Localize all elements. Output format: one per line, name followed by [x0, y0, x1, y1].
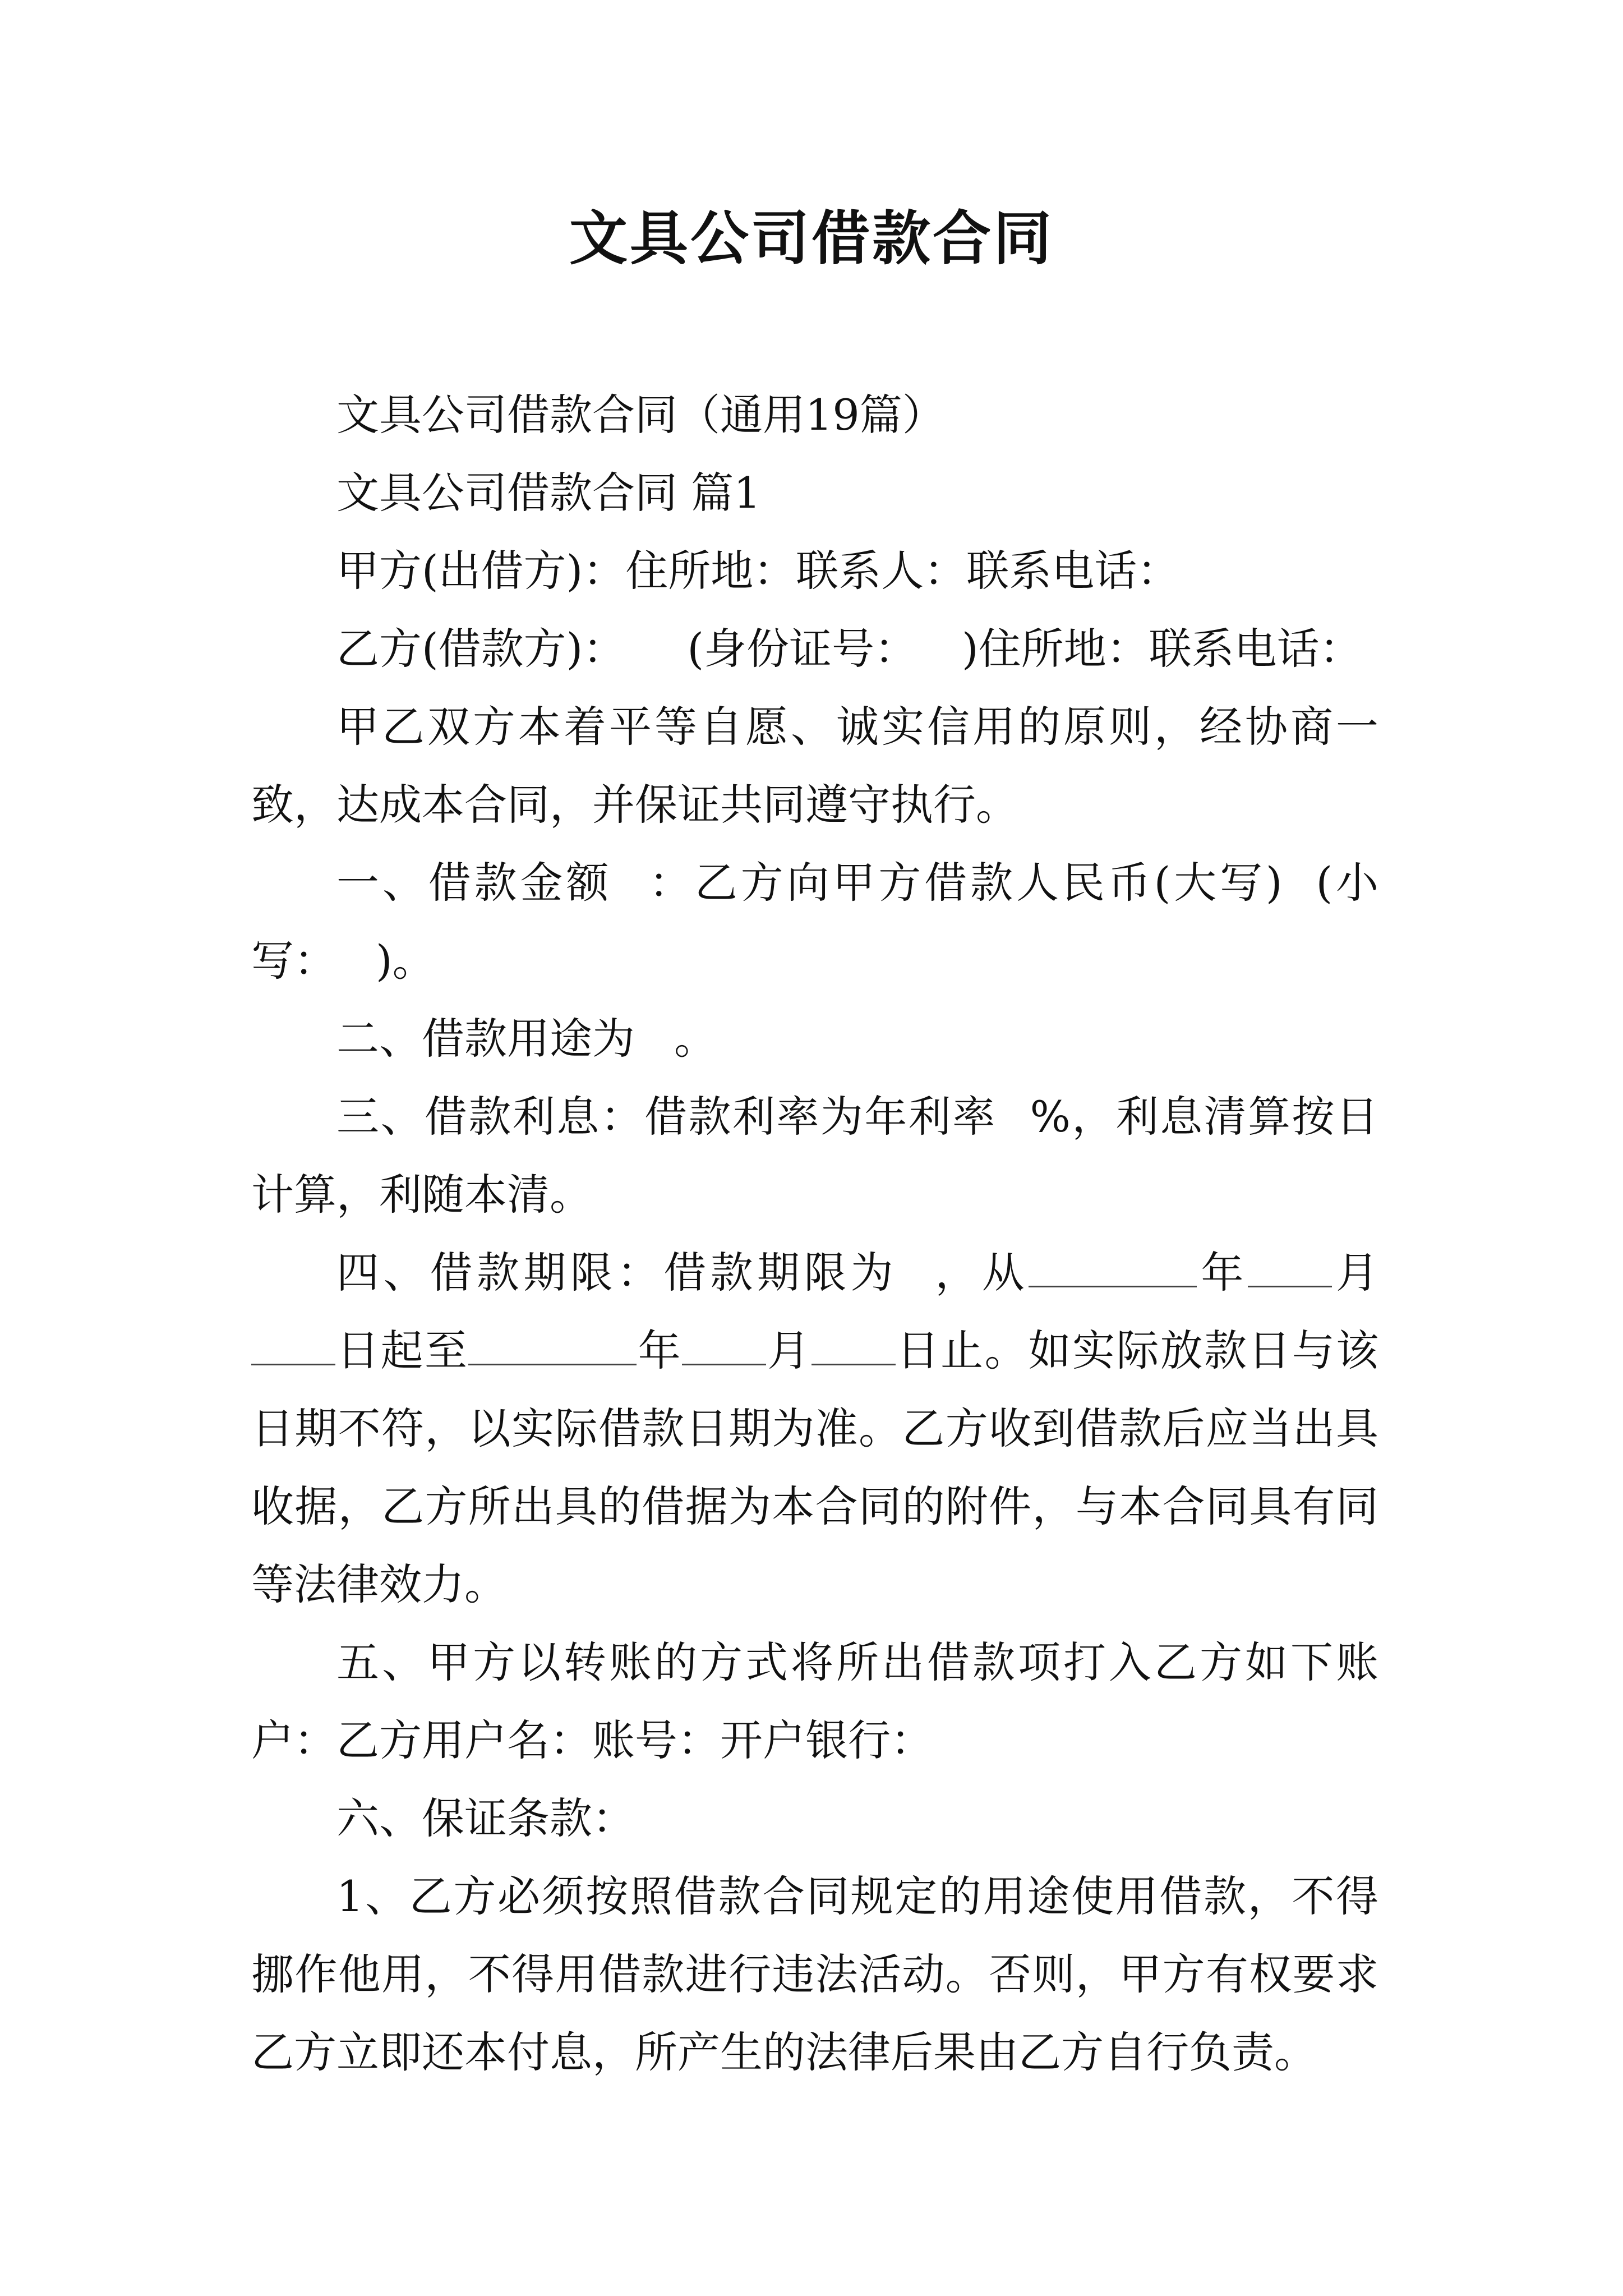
- clause-3-text: 三、借款利息：借款利率为年利率: [336, 1092, 997, 1142]
- start-month-label: 月: [1331, 1248, 1379, 1297]
- party-a-line: 甲方(出借方)：住所地：联系人：联系电话：: [336, 546, 1180, 596]
- clause-5: 五、甲方以转账的方式将所出借款项打入乙方如下账户：乙方用户名：账号：开户银行：: [251, 1637, 1378, 1765]
- document-title: 文具公司借款合同: [569, 204, 1054, 273]
- clause-1-text: ：乙方向甲方借款人民币(大写): [645, 858, 1283, 908]
- end-month-label: 月: [766, 1326, 811, 1375]
- clause-4-from: ，从: [931, 1248, 1029, 1297]
- start-year-blank: [1029, 1249, 1197, 1287]
- start-day-label: 日起至: [335, 1326, 469, 1375]
- party-b-id-close: )住所地：联系电话：: [961, 624, 1362, 674]
- document-subtitle: 文具公司借款合同（通用19篇）: [336, 390, 945, 440]
- start-day-blank: [251, 1327, 335, 1365]
- clause-3-rest: %，利息清算按日计算，利随本清。: [251, 1092, 1378, 1220]
- document-body: [251, 376, 1378, 2091]
- intro-paragraph: 甲乙双方本着平等自愿、诚实信用的原则，经协商一致，达成本合同，并保证共同遵守执行。: [251, 702, 1378, 830]
- end-month-blank: [682, 1327, 766, 1365]
- party-b-line: [251, 610, 1378, 688]
- clause-1-end: )。: [376, 936, 435, 986]
- start-month-blank: [1248, 1249, 1332, 1287]
- clause-2-text: 二、借款用途为: [336, 1014, 635, 1064]
- end-day-blank: [811, 1327, 896, 1365]
- clause-4: [251, 1234, 1378, 1623]
- party-b-id-open: (身份证号：: [687, 624, 917, 674]
- clause-4-rest: 日止。如实际放款日与该日期不符，以实际借款日期为准。乙方收到借款后应当出具收据，乙方所出具的借据为本合同的附件，与本合同具有同等法律效力。: [251, 1326, 1379, 1609]
- party-b-label: 乙方(借款方)：: [336, 624, 626, 674]
- end-year-blank: [468, 1327, 637, 1365]
- clause-1: [251, 844, 1378, 1000]
- clause-1-label: 一、借款金额: [336, 858, 612, 908]
- clause-6: 六、保证条款：: [336, 1793, 635, 1843]
- clause-2: [251, 1000, 1378, 1078]
- clause-2-end: 。: [674, 1014, 717, 1064]
- section-heading: 文具公司借款合同 篇1: [336, 468, 761, 518]
- clause-1-lowercase: (小写：: [251, 858, 1378, 986]
- clause-4-text: 四、借款期限：借款期限为: [336, 1248, 897, 1297]
- start-year-label: 年: [1197, 1248, 1248, 1297]
- clause-6-item-1: 1、乙方必须按照借款合同规定的用途使用借款，不得挪作他用，不得用借款进行违法活动。否则，甲方有权要求乙方立即还本付息，所产生的法律后果由乙方自行负责。: [251, 1871, 1378, 2077]
- end-year-label: 年: [637, 1326, 682, 1375]
- clause-3: [251, 1078, 1378, 1234]
